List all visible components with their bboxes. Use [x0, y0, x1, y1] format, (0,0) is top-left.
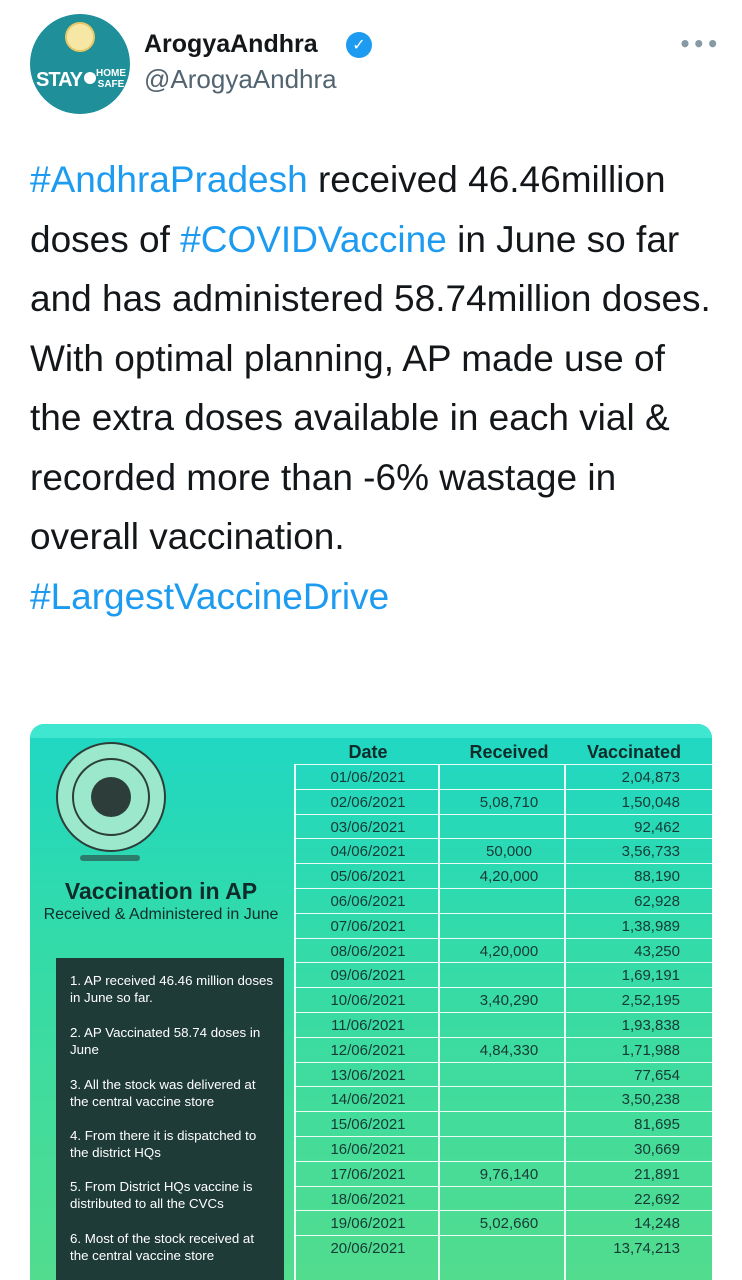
tweet-image-card[interactable] [30, 724, 712, 1280]
vaccinated-cell: 77,654 [634, 1066, 680, 1084]
table-row [294, 1111, 712, 1136]
table-row [294, 1186, 712, 1211]
date-cell: 19/06/2021 [330, 1215, 406, 1233]
date-cell: 02/06/2021 [330, 793, 406, 811]
vaccinated-cell: 62,928 [634, 893, 680, 910]
received-cell: 3,40,290 [479, 992, 539, 1010]
date-cell: 10/06/2021 [330, 992, 406, 1010]
table-row [294, 1136, 712, 1161]
emblem-icon [65, 22, 95, 52]
header-date: Date [348, 742, 388, 762]
verified-badge-icon: ✓ [346, 32, 372, 58]
date-cell: 01/06/2021 [330, 769, 406, 786]
date-cell: 20/06/2021 [330, 1240, 406, 1258]
note-item: 1. AP received 46.46 million doses in June so far. [70, 973, 274, 1005]
received-cell: 4,84,330 [479, 1041, 539, 1059]
vaccinated-cell: 21,891 [634, 1165, 680, 1183]
date-cell: 17/06/2021 [330, 1165, 406, 1183]
tweet-text-part: received 46.46million doses of [30, 159, 666, 260]
avatar-stay-text: STAY [36, 69, 83, 91]
more-options-icon[interactable]: ••• [678, 32, 720, 56]
table-row [294, 1210, 712, 1235]
header-vaccinated: Vaccinated [586, 742, 682, 762]
table-row [294, 1235, 712, 1260]
tweet-text-part: in June so far and has administered 58.74million doses. With optimal planning, AP made use of the extra doses available in each vial & recorded more than -6% wastage in overall vaccination. [30, 218, 711, 557]
hashtag-link[interactable]: #LargestVaccineDrive [30, 575, 390, 617]
note-item: 6. Most of the stock received at the central vaccine store [70, 1231, 255, 1263]
date-cell: 11/06/2021 [331, 1017, 405, 1034]
vaccinated-cell: 88,190 [634, 868, 680, 886]
avatar-safe-text: SAFE [97, 79, 125, 90]
received-cell: 5,02,660 [479, 1215, 539, 1233]
table-row [294, 913, 712, 938]
tweet-header [30, 14, 720, 124]
note-item: 2. AP Vaccinated 58.74 doses in June [70, 1025, 261, 1057]
vaccinated-cell: 2,52,195 [621, 992, 680, 1010]
vaccinated-cell: 1,71,988 [621, 1041, 680, 1059]
table-row [294, 1161, 712, 1186]
table-row [294, 1086, 712, 1111]
avatar-homesafe-text [96, 68, 126, 90]
table-row [294, 1037, 712, 1062]
received-cell: 4,20,000 [479, 868, 539, 886]
date-cell: 18/06/2021 [330, 1190, 406, 1208]
received-cell: 5,08,710 [479, 793, 539, 811]
header-received: Received [469, 742, 549, 762]
table-row [294, 1062, 712, 1087]
received-cell: 9,76,140 [479, 1165, 539, 1183]
vaccinated-cell: 22,692 [634, 1190, 680, 1208]
globe-icon [84, 72, 96, 84]
date-cell: 07/06/2021 [330, 917, 406, 935]
table-header [294, 738, 712, 764]
table-row [294, 789, 712, 814]
note-item: 3. All the stock was delivered at the central vaccine store [70, 1077, 256, 1109]
hashtag-link[interactable]: #COVIDVaccine [180, 218, 447, 260]
vaccinated-cell: 30,669 [634, 1141, 680, 1158]
date-cell: 16/06/2021 [330, 1141, 406, 1158]
card-subtitle: Received & Administered in June [43, 906, 279, 923]
table-row [294, 938, 712, 963]
date-cell: 06/06/2021 [330, 893, 406, 910]
vaccinated-cell: 1,50,048 [621, 793, 680, 811]
avatar-home-text: HOME [96, 68, 126, 79]
seal-caption-mark [80, 855, 140, 861]
date-cell: 15/06/2021 [330, 1116, 406, 1134]
table-row [294, 838, 712, 863]
date-cell: 13/06/2021 [330, 1066, 406, 1084]
date-cell: 14/06/2021 [330, 1091, 406, 1109]
hashtag-link[interactable]: #AndhraPradesh [30, 159, 308, 200]
date-cell: 03/06/2021 [330, 818, 406, 836]
table-row [294, 888, 712, 913]
state-emblem-icon [56, 742, 166, 852]
tweet-text [30, 150, 720, 626]
note-item: 5. From District HQs vaccine is distributed to all the CVCs [70, 1179, 253, 1211]
date-cell: 08/06/2021 [330, 942, 406, 960]
card-top-strip [30, 724, 712, 738]
date-cell: 12/06/2021 [330, 1041, 406, 1059]
vaccinated-cell: 14,248 [634, 1215, 680, 1233]
table-row [294, 987, 712, 1012]
date-cell: 05/06/2021 [330, 868, 406, 886]
vaccinated-cell: 81,695 [634, 1116, 680, 1134]
vaccinated-cell: 13,74,213 [613, 1240, 680, 1258]
date-cell: 09/06/2021 [330, 967, 406, 985]
date-cell: 04/06/2021 [330, 843, 406, 861]
vaccinated-cell: 1,93,838 [621, 1017, 680, 1034]
vaccinated-cell: 92,462 [634, 818, 680, 836]
handle[interactable]: @ArogyaAndhra [144, 64, 337, 94]
table-row [294, 764, 712, 789]
received-cell: 50,000 [486, 843, 532, 861]
card-title: Vaccination in AP [64, 878, 258, 904]
table-row [294, 863, 712, 888]
vaccinated-cell: 1,38,989 [621, 917, 680, 935]
notes-panel [56, 958, 284, 1280]
table-row [294, 814, 712, 839]
note-item: 4. From there it is dispatched to the district HQs [70, 1128, 257, 1160]
table-row [294, 1012, 712, 1037]
vaccinated-cell: 3,56,733 [621, 843, 680, 861]
received-cell: 4,20,000 [479, 942, 539, 960]
seal-core [91, 777, 131, 817]
display-name[interactable]: ArogyaAndhra [144, 30, 318, 58]
vaccinated-cell: 3,50,238 [621, 1091, 680, 1109]
vaccinated-cell: 43,250 [634, 942, 680, 960]
table-row [294, 962, 712, 987]
vaccinated-cell: 2,04,873 [621, 769, 680, 786]
avatar[interactable] [30, 14, 130, 114]
vaccinated-cell: 1,69,191 [621, 967, 680, 985]
